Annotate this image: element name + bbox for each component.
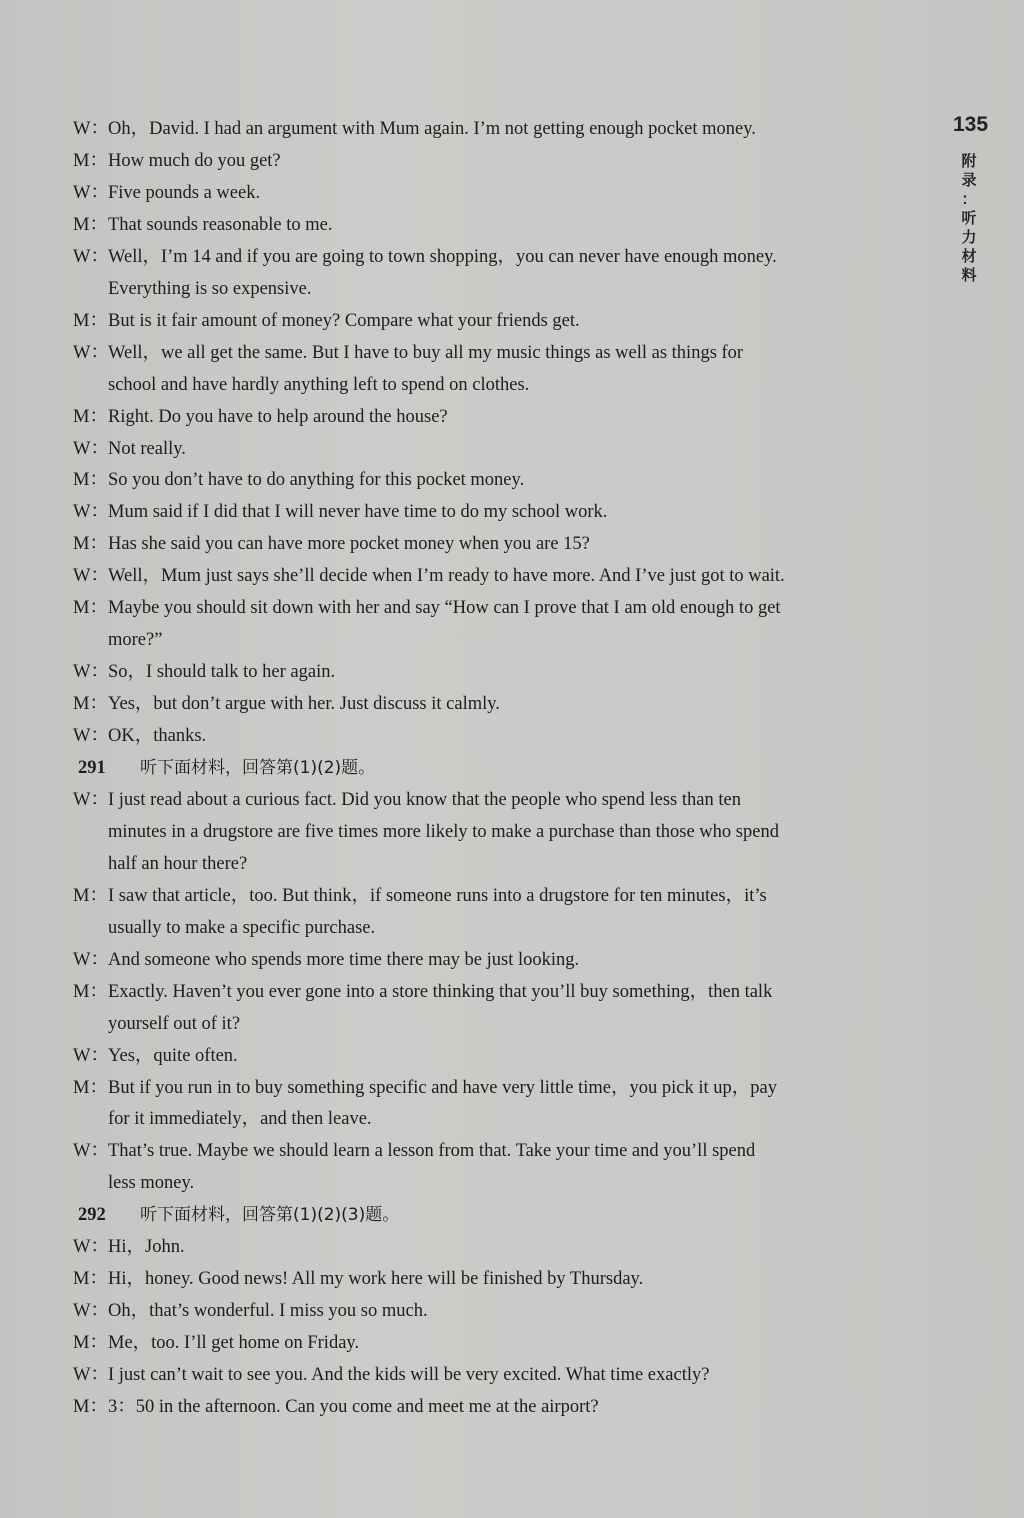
dialogue-text: And someone who spends more time there may be just looking. bbox=[108, 949, 580, 970]
dialogue-line bbox=[73, 1361, 918, 1389]
dialogue-line bbox=[73, 243, 918, 271]
speaker-label: M： bbox=[73, 470, 108, 491]
dialogue-line bbox=[73, 786, 918, 814]
speaker-label: M： bbox=[73, 598, 108, 619]
speaker-label: M： bbox=[73, 694, 108, 715]
dialogue-line bbox=[73, 179, 918, 207]
dialogue-line bbox=[73, 658, 918, 686]
side-label-char: 力 bbox=[961, 228, 977, 246]
dialogue-line bbox=[73, 115, 918, 143]
dialogue-line bbox=[73, 1105, 918, 1133]
dialogue-text: But if you run in to buy something specific and have very little time，you pick it up，pay bbox=[108, 1077, 777, 1098]
dialogue-line bbox=[73, 1329, 918, 1357]
side-label-char: 材 bbox=[961, 247, 977, 265]
dialogue-text: I saw that article，too. But think，if someone runs into a drugstore for ten minutes，it’s bbox=[108, 885, 767, 906]
dialogue-line bbox=[73, 1393, 918, 1421]
dialogue-line bbox=[73, 1233, 918, 1261]
dialogue-text: Everything is so expensive. bbox=[108, 278, 312, 299]
side-label bbox=[958, 152, 980, 285]
speaker-label: M： bbox=[73, 1333, 108, 1354]
dialogue-text: Five pounds a week. bbox=[108, 182, 261, 203]
dialogue-line bbox=[73, 1074, 918, 1102]
dialogue-text: more?” bbox=[108, 630, 163, 651]
speaker-label: W： bbox=[73, 1141, 109, 1162]
speaker-label: W： bbox=[73, 566, 109, 587]
dialogue-line bbox=[73, 1042, 918, 1070]
dialogue-text: 3：50 in the afternoon. Can you come and meet me at the airport? bbox=[108, 1397, 599, 1417]
speaker-label: W： bbox=[73, 662, 109, 683]
speaker-label: W： bbox=[73, 502, 109, 523]
dialogue-line bbox=[73, 946, 918, 974]
dialogue-text: That’s true. Maybe we should learn a lesson from that. Take your time and you’ll spend bbox=[108, 1141, 756, 1162]
dialogue-line bbox=[73, 403, 918, 431]
speaker-label: W： bbox=[73, 789, 109, 810]
side-label-char: ： bbox=[961, 190, 977, 208]
dialogue-text: Has she said you can have more pocket money when you are 15? bbox=[108, 534, 590, 555]
speaker-label: W： bbox=[73, 182, 109, 203]
side-label-char: 料 bbox=[961, 266, 977, 284]
speaker-label: M： bbox=[73, 214, 108, 235]
speaker-label: W： bbox=[73, 119, 109, 139]
dialogue-text: Well，we all get the same. But I have to buy all my music things as well as things for bbox=[108, 342, 744, 363]
dialogue-line bbox=[73, 275, 918, 303]
dialogue-line bbox=[73, 562, 918, 590]
section-number: 292 bbox=[78, 1205, 106, 1226]
dialogue-text: Me，too. I’ll get home on Friday. bbox=[108, 1333, 360, 1354]
speaker-label: W： bbox=[73, 949, 109, 970]
speaker-label: M： bbox=[73, 981, 108, 1002]
dialogue-text: Right. Do you have to help around the house? bbox=[108, 406, 448, 427]
dialogue-line bbox=[73, 339, 918, 367]
dialogue-line bbox=[73, 1297, 918, 1325]
section-heading bbox=[78, 1201, 923, 1229]
dialogue-text: How much do you get? bbox=[108, 150, 281, 171]
dialogue-line bbox=[73, 1169, 918, 1197]
dialogue-text: But is it fair amount of money? Compare what your friends get. bbox=[108, 310, 580, 331]
dialogue-text: minutes in a drugstore are five times more likely to make a purchase than those who spend bbox=[108, 821, 779, 842]
side-label-char: 录 bbox=[961, 171, 977, 189]
dialogue-text: yourself out of it? bbox=[108, 1013, 241, 1034]
dialogue-text: Oh，David. I had an argument with Mum again. I’m not getting enough pocket money. bbox=[108, 119, 756, 139]
speaker-label: M： bbox=[73, 310, 108, 331]
dialogue-line bbox=[73, 978, 918, 1006]
dialogue-text: Mum said if I did that I will never have time to do my school work. bbox=[108, 502, 608, 523]
dialogue-line bbox=[73, 147, 918, 175]
speaker-label: W： bbox=[73, 1045, 109, 1066]
dialogue-line bbox=[73, 1010, 918, 1038]
dialogue-text: That sounds reasonable to me. bbox=[108, 214, 333, 235]
side-label-char: 听 bbox=[961, 209, 977, 227]
dialogue-line bbox=[73, 371, 918, 399]
speaker-label: W： bbox=[73, 342, 109, 363]
dialogue-line bbox=[73, 1137, 918, 1165]
dialogue-text: Hi，honey. Good news! All my work here will be finished by Thursday. bbox=[108, 1269, 644, 1290]
speaker-label: M： bbox=[73, 534, 108, 555]
dialogue-text: Yes，quite often. bbox=[108, 1045, 238, 1066]
dialogue-text: for it immediately，and then leave. bbox=[108, 1109, 372, 1130]
dialogue-line bbox=[73, 435, 918, 463]
dialogue-text: Well，Mum just says she’ll decide when I’m ready to have more. And I’ve just got to wait. bbox=[108, 566, 785, 587]
dialogue-text: Exactly. Haven’t you ever gone into a store thinking that you’ll buy something，then talk bbox=[108, 981, 773, 1002]
dialogue-line bbox=[73, 530, 918, 558]
dialogue-line bbox=[73, 626, 918, 654]
speaker-label: M： bbox=[73, 885, 108, 906]
speaker-label: W： bbox=[73, 726, 109, 747]
dialogue-line bbox=[73, 498, 918, 526]
dialogue-line bbox=[73, 466, 918, 494]
dialogue-line bbox=[73, 690, 918, 718]
section-instruction: 听下面材料，回答第(1)(2)题。 bbox=[140, 758, 376, 778]
dialogue-text: OK，thanks. bbox=[108, 726, 207, 747]
dialogue-text: So you don’t have to do anything for this pocket money. bbox=[108, 470, 525, 491]
side-label-char: 附 bbox=[961, 152, 977, 170]
dialogue-line bbox=[73, 914, 918, 942]
dialogue-text: So，I should talk to her again. bbox=[108, 662, 336, 683]
dialogue-line bbox=[73, 211, 918, 239]
speaker-label: W： bbox=[73, 1237, 109, 1258]
dialogue-text: Hi，John. bbox=[108, 1237, 185, 1258]
speaker-label: W： bbox=[73, 438, 109, 459]
dialogue-text: Not really. bbox=[108, 438, 186, 459]
dialogue-line bbox=[73, 1265, 918, 1293]
dialogue-line bbox=[73, 307, 918, 335]
dialogue-text: Yes，but don’t argue with her. Just discuss it calmly. bbox=[108, 694, 500, 715]
dialogue-text: school and have hardly anything left to spend on clothes. bbox=[108, 374, 530, 395]
section-number: 291 bbox=[78, 758, 106, 778]
speaker-label: M： bbox=[73, 1077, 108, 1098]
speaker-label: M： bbox=[73, 1397, 108, 1417]
dialogue-text: Well，I’m 14 and if you are going to town shopping，you can never have enough money. bbox=[108, 246, 777, 267]
dialogue-text: Oh，that’s wonderful. I miss you so much. bbox=[108, 1301, 428, 1322]
speaker-label: W： bbox=[73, 1301, 109, 1322]
dialogue-text: I just read about a curious fact. Did you know that the people who spend less than ten bbox=[108, 789, 741, 810]
page-number: 135 bbox=[953, 113, 989, 136]
speaker-label: M： bbox=[73, 1269, 108, 1290]
speaker-label: W： bbox=[73, 1365, 109, 1386]
dialogue-text: half an hour there? bbox=[108, 853, 248, 874]
dialogue-line bbox=[73, 594, 918, 622]
dialogue-text: usually to make a specific purchase. bbox=[108, 917, 376, 938]
dialogue-line bbox=[73, 818, 918, 846]
dialogue-text: less money. bbox=[108, 1173, 195, 1194]
dialogue-text: I just can’t wait to see you. And the kids will be very excited. What time exactly? bbox=[108, 1365, 710, 1386]
dialogue-text: Maybe you should sit down with her and say “How can I prove that I am old enough to get bbox=[108, 598, 781, 619]
section-instruction: 听下面材料，回答第(1)(2)(3)题。 bbox=[140, 1205, 400, 1226]
speaker-label: M： bbox=[73, 406, 108, 427]
dialogue-line bbox=[73, 882, 918, 910]
speaker-label: W： bbox=[73, 246, 109, 267]
section-heading bbox=[78, 754, 923, 782]
dialogue-line bbox=[73, 850, 918, 878]
speaker-label: M： bbox=[73, 150, 108, 171]
dialogue-line bbox=[73, 722, 918, 750]
